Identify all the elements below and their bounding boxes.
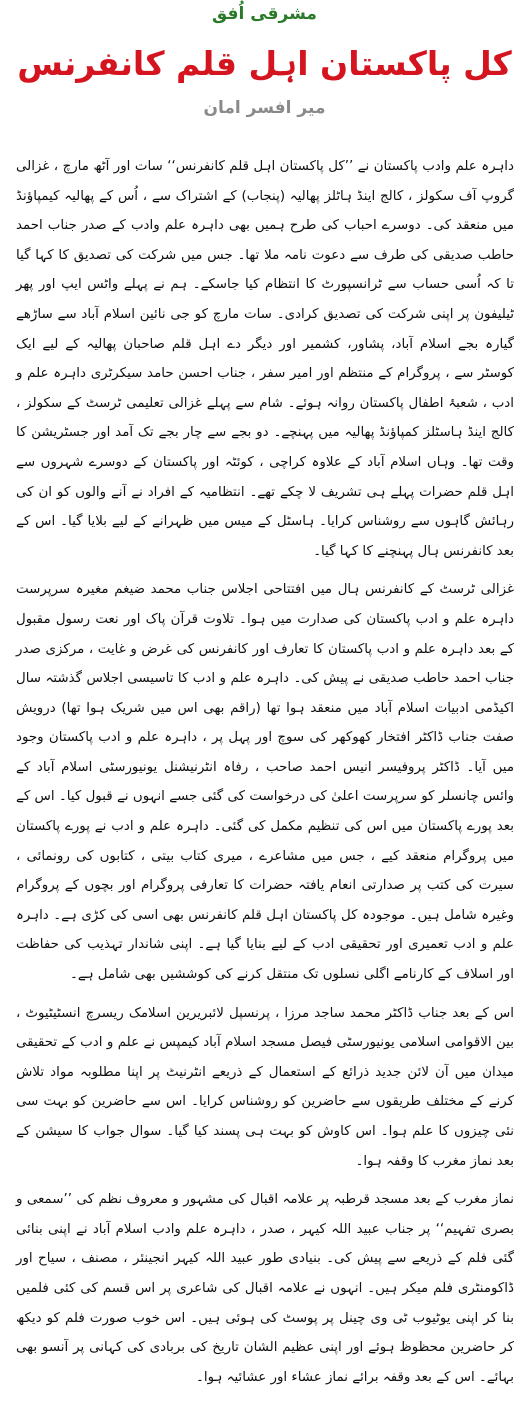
author-name: میر افسر امان bbox=[203, 98, 326, 118]
paragraph-3: اس کے بعد جناب ڈاکٹر محمد ساجد مرزا ، پرنسپل لائبریرین اسلامک ریسرچ انسٹیٹیوٹ ، بین الاقوامی اسلامی یونیورسٹی فیصل مسجد اسلام آباد کیمپس نے علم و ادب کے تحقیقی میدان میں آن لائن جدید ذرائع کے استعمال کے ذریعے انٹرنیٹ پر اپنا مطلوبہ مواد تلاش کرنے کے مختلف طریقوں سے حاضرین کو روشناس کرایا۔ اس سے حاضرین کو بہت سی نئی چیزوں کا علم ہوا۔ اس کاوش کو بہت ہی پسند کیا گیا۔ سوال جواب کا سیشن کے بعد نماز مغرب کا وقفہ ہوا۔ bbox=[16, 1005, 514, 1169]
article-body bbox=[16, 152, 514, 1401]
paragraph-2: غزالی ٹرسٹ کے کانفرنس ہال میں افتتاحی اجلاس جناب محمد ضیغم مغیرہ سرپرست داہرہ علم و ادب پاکستان کی صدارت میں ہوا۔ تلاوت قرآن پاک اور نعت رسول مقبول کے بعد داہرہ علم و ادب پاکستان کا تعارف اور کانفرنس کی غرض و غایت ، مرکزی صدر جناب احمد حاطب صدیقی نے پیش کی۔ داہرہ علم و ادب کا تاسیسی اجلاس گذشتہ سال اکیڈمی ادبیات اسلام آباد میں منعقد ہوا تھا (راقم بھی اس میں شریک ہوا تھا) درویش صفت جناب ڈاکٹر افتخار کھوکھر کی سوچ اور پہل پر ، داہرہ علم و ادب پاکستان وجود میں آیا۔ ڈاکٹر پروفیسر انیس احمد صاحب ، رفاہ انٹرنیشنل یونیورسٹی اسلام آباد کے وائس چانسلر کو سرپرست اعلیٰ کی درخواست کی گئی جسے انہوں نے قبول کیا۔ اس کے بعد پورے پاکستان میں اس کی تنظیم مکمل کی گئی۔ داہرہ علم و ادب نے پورے پاکستان میں پروگرام منعقد کیے ، جس میں مشاعرے ، میری کتاب بیتی ، کتابوں کی رونمائی ، سیرت کی کتب پر صدارتی انعام یافتہ حضرات کا تعارفی پروگرام اور بچوں کے پروگرام وغیرہ شامل ہیں۔ موجودہ کل پاکستان اہل قلم کانفرنس بھی اسی کی کڑی ہے۔ داہرہ علم و ادب تعمیری اور تحقیقی ادب کے لیے بنایا گیا ہے۔ اپنی شاندار تہذیب کی حفاظت اور اسلاف کے کارنامے اگلی نسلوں تک منتقل کرنے کی کوششیں بھی شامل ہے۔ bbox=[16, 582, 514, 983]
paragraph-1: داہرہ علم وادب پاکستان نے ’’کل پاکستان اہل قلم کانفرنس‘‘ سات اور آٹھ مارچ ، غزالی گروپ آف سکولز ، کالج اینڈ ہاٹلز پھالیہ (پنجاب) کے اشتراک سے ، اُس کے پھالیہ کیمپاؤنڈ میں منعقد کی۔ دوسرے احباب کی طرح ہمیں بھی داہرہ علم وادب کے صدر جناب احمد حاطب صدیقی کی طرف سے دعوت نامہ ملا تھا۔ جس میں شرکت کی تصدیق کا کہا گیا تا کہ اُسی حساب سے ٹرانسپورٹ کا انتظام کیا جاسکے۔ ہم نے پہلے واٹس ایپ اور پھر ٹیلیفون پر اپنی شرکت کی تصدیق کرادی۔ سات مارچ کو جی نائین اسلام آباد سے ساڑھے گیارہ بجے اسلام آباد، پشاور، کشمیر اور دیگر دے اہل قلم صاحبان پھالیہ کے لیے ایک کوسٹر سے ، پروگرام کے منتظم اور امیر سفر ، جناب احسن حامد سیکرٹری داہرہ علم و ادب ، شعبۂ اطفال پاکستان روانہ ہوئے۔ شام سے پہلے غزالی تعلیمی ٹرسٹ کے سکولز ، کالج اینڈ ہاسٹلز کمپاؤنڈ پھالیہ میں پہنچے۔ دو بجے سے چار بجے تک آمد اور جسٹریشن کا وقت تھا۔ وہاں اسلام آباد کے علاوہ کراچی ، کوئٹہ اور پاکستان کے دوسرے شہروں سے اہل قلم حضرات پہلے ہی تشریف لا چکے تھے۔ انتظامیہ کے افراد نے آنے والوں کو ان کی رہائش گاہوں سے روشناس کرایا۔ ہاسٹل کے میس میں ظہرانے کے لیے بلایا گیا۔ اس کے بعد کانفرنس ہال پہنچنے کا کہا گیا۔ bbox=[16, 159, 514, 559]
column-name: مشرقی اُفق bbox=[212, 4, 317, 24]
paragraph-4: نماز مغرب کے بعد مسجد قرطبہ پر علامہ اقبال کی مشہور و معروف نظم کی ’’سمعی و بصری تفہیم‘‘ پر جناب عبید اللہ کیہر ، صدر ، داہرہ علم وادب اسلام آباد نے اپنی بنائی گئی فلم کے ذریعے سے پیش کی۔ بنیادی طور عبید اللہ کیہر انجینئر ، مصنف ، سیاح اور ڈاکومنٹری فلم میکر ہیں۔ انہوں نے علامہ اقبال کی شاعری پر اس قسم کی کئی فلمیں بنا کر اپنی یوٹیوب ٹی وی چینل پر پوسٹ کی ہوئی ہیں۔ اس خوب صورت فلم کو دیکھ کر حاضرین محظوظ ہوئے اور اپنی عظیم الشان تاریخ کی بربادی کی کہانی پر آنسو بھی بہائے۔ اس کے بعد وقفہ برائے نماز عشاء اور عشائیہ ہوا۔ bbox=[16, 1192, 514, 1385]
article-title: کل پاکستان اہل قلم کانفرنس bbox=[17, 44, 512, 83]
